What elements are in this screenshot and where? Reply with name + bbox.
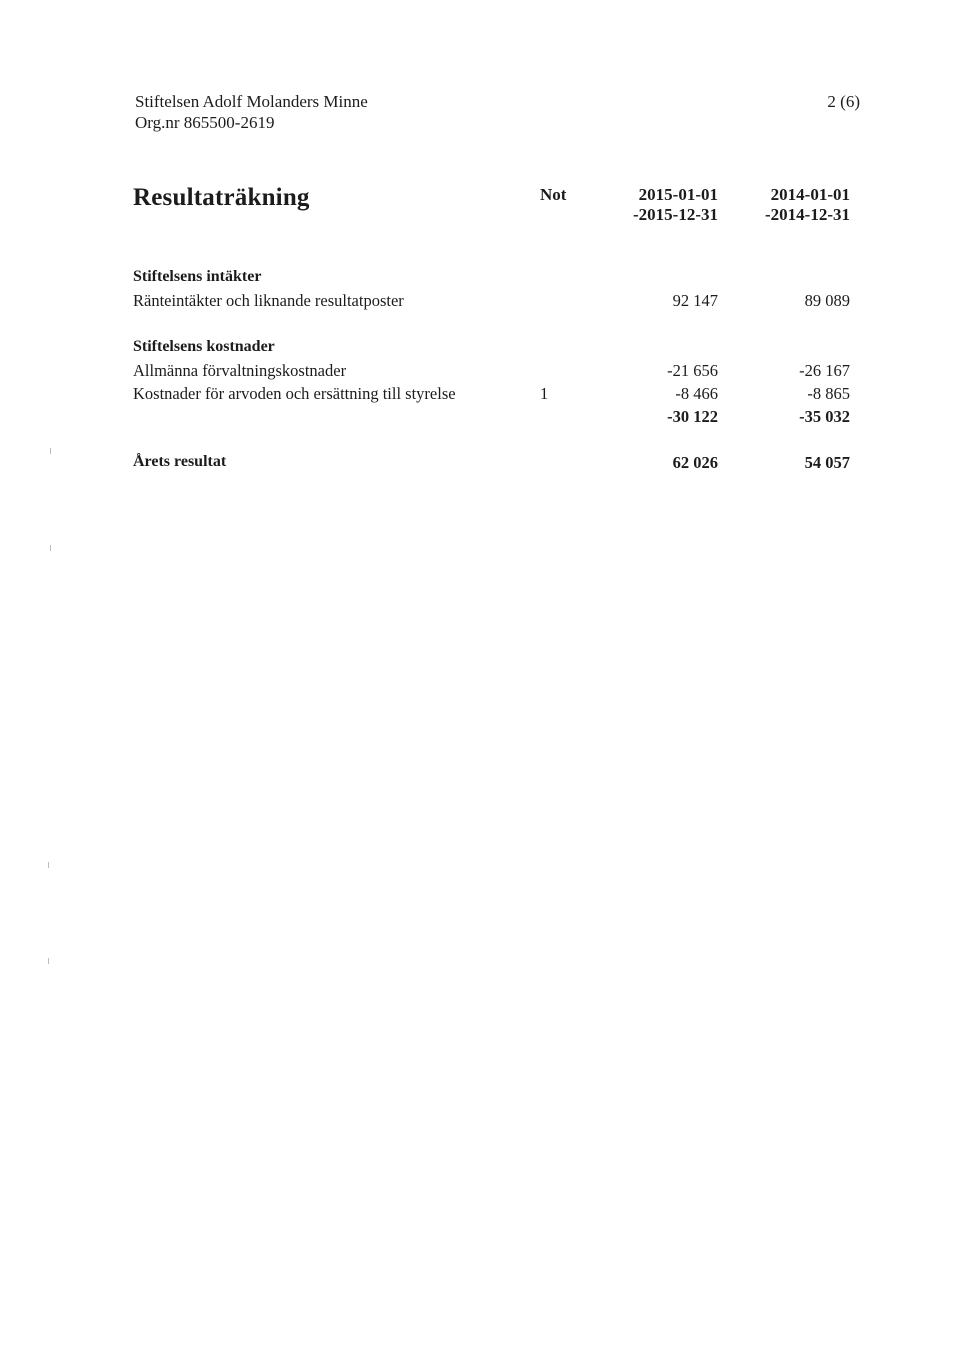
note-column-header: Not [540,185,567,204]
income-row-label: Ränteintäkter och liknande resultatposter [133,291,404,310]
cost-row-board-note: 1 [540,384,549,403]
cost-row-board-label: Kostnader för arvoden och ersättning till styrelse [133,384,456,403]
page-title: Resultaträkning [133,184,310,211]
scan-speck [48,958,49,964]
annual-result-label: Årets resultat [133,453,227,470]
scan-speck [50,545,51,551]
page-number: 2 (6) [827,92,860,111]
income-row-previous: 89 089 [804,291,850,310]
costs-subtotal-current: -30 122 [667,407,718,426]
annual-result-current: 62 026 [672,453,718,472]
cost-row-admin-current: -21 656 [667,361,718,380]
organization-number: Org.nr 865500-2619 [135,113,275,132]
income-heading: Stiftelsens intäkter [133,268,262,285]
costs-subtotal-previous: -35 032 [799,407,850,426]
current-period-end: -2015-12-31 [633,205,718,224]
cost-row-admin-previous: -26 167 [799,361,850,380]
cost-row-board-current: -8 466 [675,384,718,403]
costs-heading: Stiftelsens kostnader [133,338,275,355]
annual-result-previous: 54 057 [804,453,850,472]
previous-period-start: 2014-01-01 [770,185,850,204]
previous-period-end: -2014-12-31 [765,205,850,224]
current-period-start: 2015-01-01 [638,185,718,204]
scan-speck [50,448,51,454]
scan-speck [48,862,49,868]
income-row-current: 92 147 [672,291,718,310]
cost-row-admin-label: Allmänna förvaltningskostnader [133,361,347,380]
organization-name: Stiftelsen Adolf Molanders Minne [135,92,368,111]
cost-row-board-previous: -8 865 [807,384,850,403]
